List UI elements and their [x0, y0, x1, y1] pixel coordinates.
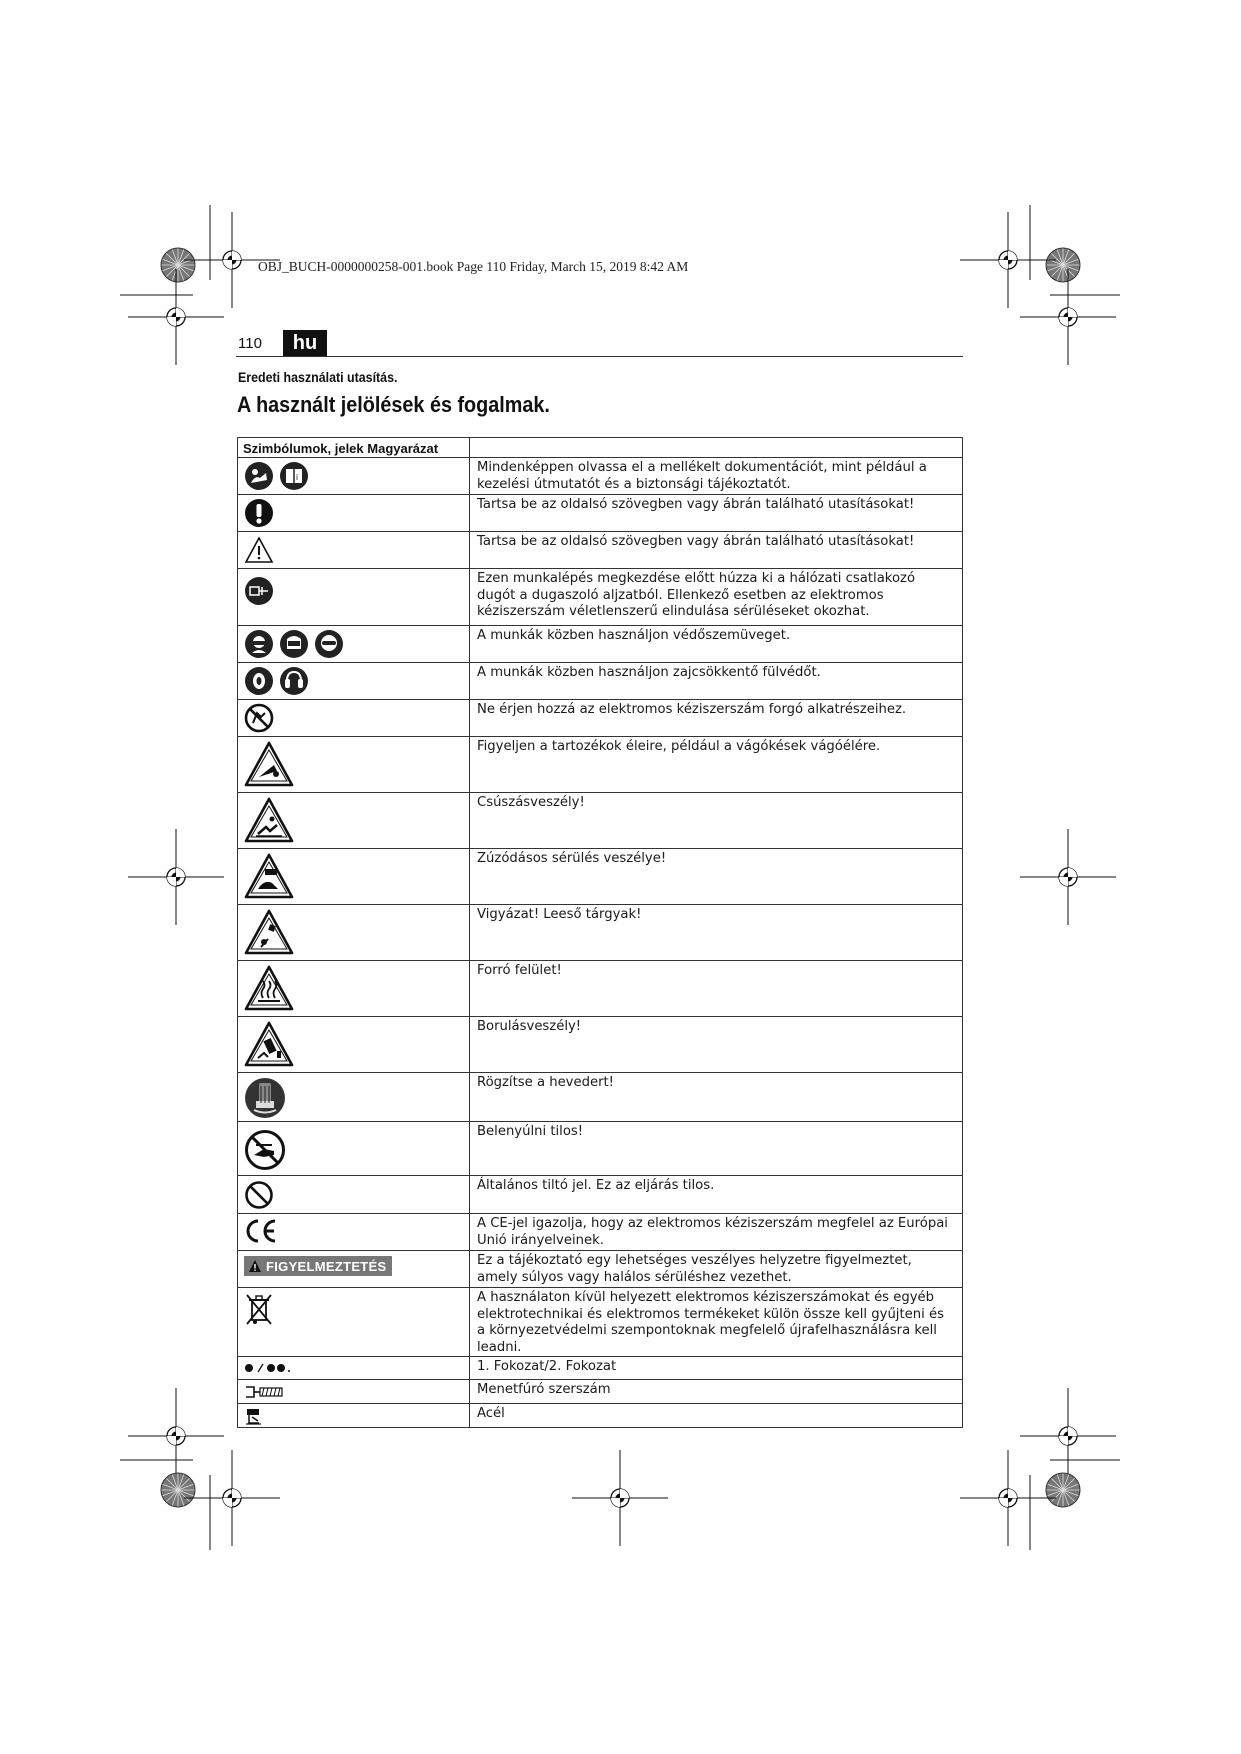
manual-book-icon: [279, 461, 309, 491]
table-row: [238, 905, 963, 961]
table-row: [238, 626, 963, 663]
table-header-row: [238, 438, 963, 458]
ear-muffs-icon: [279, 666, 309, 696]
table-row: [238, 849, 963, 905]
read-instructions-icon: [244, 461, 274, 491]
table-row: [238, 793, 963, 849]
sharp-edge-warning-icon: [244, 741, 294, 787]
steel-icon: [244, 1407, 264, 1425]
hot-surface-icon: [244, 965, 294, 1011]
table-row: [238, 1251, 963, 1288]
row-text: Ezen munkalépés megkezdése előtt húzza ki a hálózati csatlakozó dugót a dugaszoló aljzatból. Ellenkező esetben az elektromos kéziszerszám véletlenszerű elindulása sérüléseket okozhat.: [470, 569, 963, 626]
table-row: [238, 1357, 963, 1380]
table-row: [238, 663, 963, 700]
row-text: Csúszásveszély!: [470, 793, 963, 849]
tap-tool-icon: [244, 1385, 284, 1399]
row-text: Menetfúró szerszám: [470, 1380, 963, 1404]
read-manual-icons: [238, 458, 469, 491]
row-text: Belenyúlni tilos!: [470, 1122, 963, 1176]
warning-badge-label: FIGYELMEZTETÉS: [266, 1258, 387, 1274]
table-row: [238, 569, 963, 626]
unplug-icon: [244, 576, 274, 606]
row-text: Rögzítse a hevedert!: [470, 1073, 963, 1122]
no-touch-rotating-icon: [244, 703, 274, 733]
table-row: [238, 1380, 963, 1404]
exclamation-circle-icon: [244, 498, 274, 528]
face-shield-icon: [279, 629, 309, 659]
row-text: Ez a tájékoztató egy lehetséges veszélyes helyzetre figyelmeztet, amely súlyos vagy halálos sérüléshez vezethet.: [470, 1251, 963, 1288]
document-subtitle: Eredeti használati utasítás.: [238, 370, 398, 385]
ear-plugs-icon: [244, 666, 274, 696]
safety-goggles-icon: [244, 629, 274, 659]
table-row: [238, 495, 963, 532]
ce-mark-icon: [244, 1218, 278, 1244]
warning-triangle-icon: [248, 1259, 262, 1273]
row-text: Mindenképpen olvassa el a mellékelt dokumentációt, mint például a kezelési útmutatót és a biztonsági tájékoztatót.: [470, 458, 963, 495]
prohibition-icon: [244, 1180, 274, 1210]
book-info-line: OBJ_BUCH-0000000258-001.book Page 110 Friday, March 15, 2019 8:42 AM: [258, 259, 689, 274]
row-text: Forró felület!: [470, 961, 963, 1017]
table-row: [238, 737, 963, 793]
row-text: A CE-jel igazolja, hogy az elektromos kéziszerszám megfelel az Európai Unió irányelveinek.: [470, 1214, 963, 1251]
row-text: 1. Fokozat/2. Fokozat: [470, 1357, 963, 1380]
weee-bin-icon: [244, 1292, 274, 1326]
table-row: [238, 1214, 963, 1251]
row-text: Zúzódásos sérülés veszélye!: [470, 849, 963, 905]
table-header: Szimbólumok, jelek Magyarázat: [238, 438, 470, 458]
table-header-empty: [470, 438, 963, 458]
row-text: Borulásveszély!: [470, 1017, 963, 1073]
row-text: Acél: [470, 1404, 963, 1428]
table-row: [238, 532, 963, 569]
speed-dots-icon: [244, 1363, 292, 1373]
row-text: Figyeljen a tartozékok éleire, például a vágókések vágóélére.: [470, 737, 963, 793]
language-badge: hu: [283, 330, 327, 356]
tipping-hazard-icon: [244, 1021, 294, 1067]
row-text: Tartsa be az oldalsó szövegben vagy ábrán található utasításokat!: [470, 532, 963, 569]
slip-hazard-icon: [244, 797, 294, 843]
row-text: Általános tiltó jel. Ez az eljárás tilos.: [470, 1176, 963, 1214]
section-title: A használt jelölések és fogalmak.: [237, 392, 550, 417]
protective-glasses-icon: [314, 629, 344, 659]
falling-objects-icon: [244, 909, 294, 955]
table-row: [238, 1122, 963, 1176]
row-text: Vigyázat! Leeső tárgyak!: [470, 905, 963, 961]
row-text: A munkák közben használjon zajcsökkentő fülvédőt.: [470, 663, 963, 700]
warning-badge: [244, 1256, 392, 1276]
row-text: Ne érjen hozzá az elektromos kéziszerszám forgó alkatrészeihez.: [470, 700, 963, 737]
fasten-strap-icon: [244, 1077, 286, 1119]
table-row: [238, 1073, 963, 1122]
symbols-table: [237, 437, 963, 1428]
header-rule: [236, 356, 963, 357]
no-reaching-in-icon: [244, 1129, 286, 1171]
table-row: [238, 1404, 963, 1428]
row-text: Tartsa be az oldalsó szövegben vagy ábrán található utasításokat!: [470, 495, 963, 532]
table-row: [238, 961, 963, 1017]
row-text: A munkák közben használjon védőszemüveget.: [470, 626, 963, 663]
table-row: [238, 700, 963, 737]
table-row: [238, 458, 963, 495]
table-row: [238, 1176, 963, 1214]
svg-text:i: i: [295, 473, 299, 482]
crush-hazard-icon: [244, 853, 294, 899]
table-row: [238, 1017, 963, 1073]
page-number: 110: [238, 335, 262, 352]
warning-triangle-icon: [244, 535, 274, 565]
table-row: [238, 1288, 963, 1357]
row-text: A használaton kívül helyezett elektromos kéziszerszámokat és egyéb elektrotechnikai és elektromos termékeket külön össze kell gyűjteni és a környezetvédelmi szempontoknak megfelelő újrafelhasználásra kell leadni.: [470, 1288, 963, 1357]
